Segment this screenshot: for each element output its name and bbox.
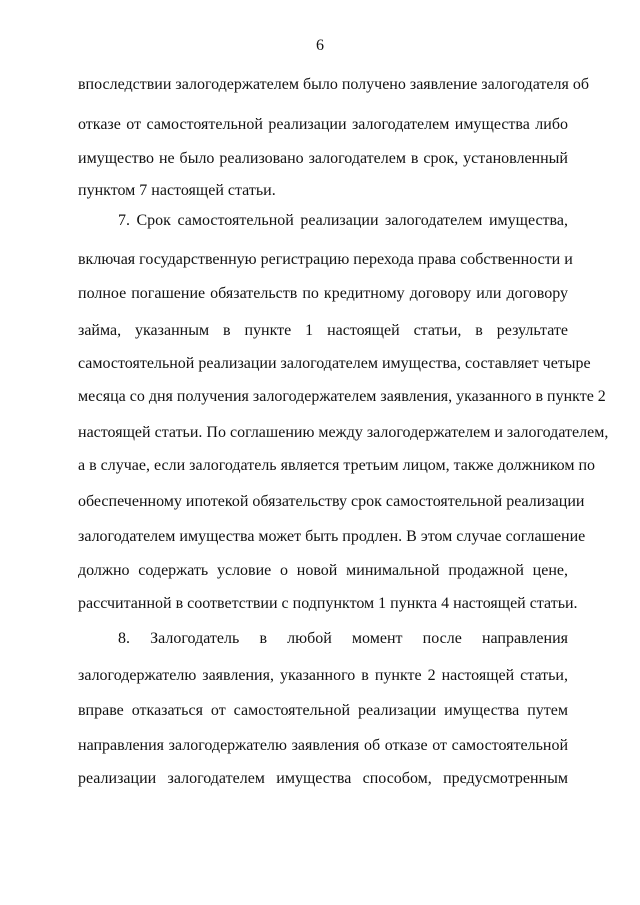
- text-line: впоследствии залогодержателем было получено заявление залогодателя об: [78, 76, 589, 93]
- text-line: реализации залогодателем имущества способом, предусмотренным: [78, 770, 568, 787]
- text-line: пунктом 7 настоящей статьи.: [78, 182, 276, 199]
- text-line: залогодателем имущества может быть продлен. В этом случае соглашение: [78, 528, 586, 545]
- paragraph-7-first-line: 7. Срок самостоятельной реализации залогодателем имущества,: [118, 212, 568, 229]
- paragraph-8-first-line: 8. Залогодатель в любой момент после направления: [118, 630, 568, 647]
- text-line: а в случае, если залогодатель является третьим лицом, также должником по: [78, 457, 596, 474]
- text-line: займа, указанным в пункте 1 настоящей статьи, в результате: [78, 322, 568, 339]
- text-line: месяца со дня получения залогодержателем заявления, указанного в пункте 2: [78, 388, 606, 405]
- text-line: рассчитанной в соответствии с подпунктом 1 пункта 4 настоящей статьи.: [78, 595, 578, 612]
- text-line: настоящей статьи. По соглашению между залогодержателем и залогодателем,: [78, 424, 609, 441]
- text-line: вправе отказаться от самостоятельной реализации имущества путем: [78, 702, 568, 719]
- text-line: отказе от самостоятельной реализации залогодателем имущества либо: [78, 116, 568, 133]
- text-line: обеспеченному ипотекой обязательству срок самостоятельной реализации: [78, 493, 585, 510]
- text-line: залогодержателю заявления, указанного в пункте 2 настоящей статьи,: [78, 667, 568, 684]
- text-line: самостоятельной реализации залогодателем имущества, составляет четыре: [78, 355, 591, 372]
- page-number: 6: [316, 37, 324, 54]
- text-line: полное погашение обязательств по кредитному договору или договору: [78, 285, 568, 302]
- text-line: направления залогодержателю заявления об отказе от самостоятельной: [78, 737, 568, 754]
- text-line: должно содержать условие о новой минимальной продажной цене,: [78, 562, 568, 579]
- text-line: имущество не было реализовано залогодателем в срок, установленный: [78, 150, 568, 167]
- text-line: включая государственную регистрацию перехода права собственности и: [78, 251, 573, 268]
